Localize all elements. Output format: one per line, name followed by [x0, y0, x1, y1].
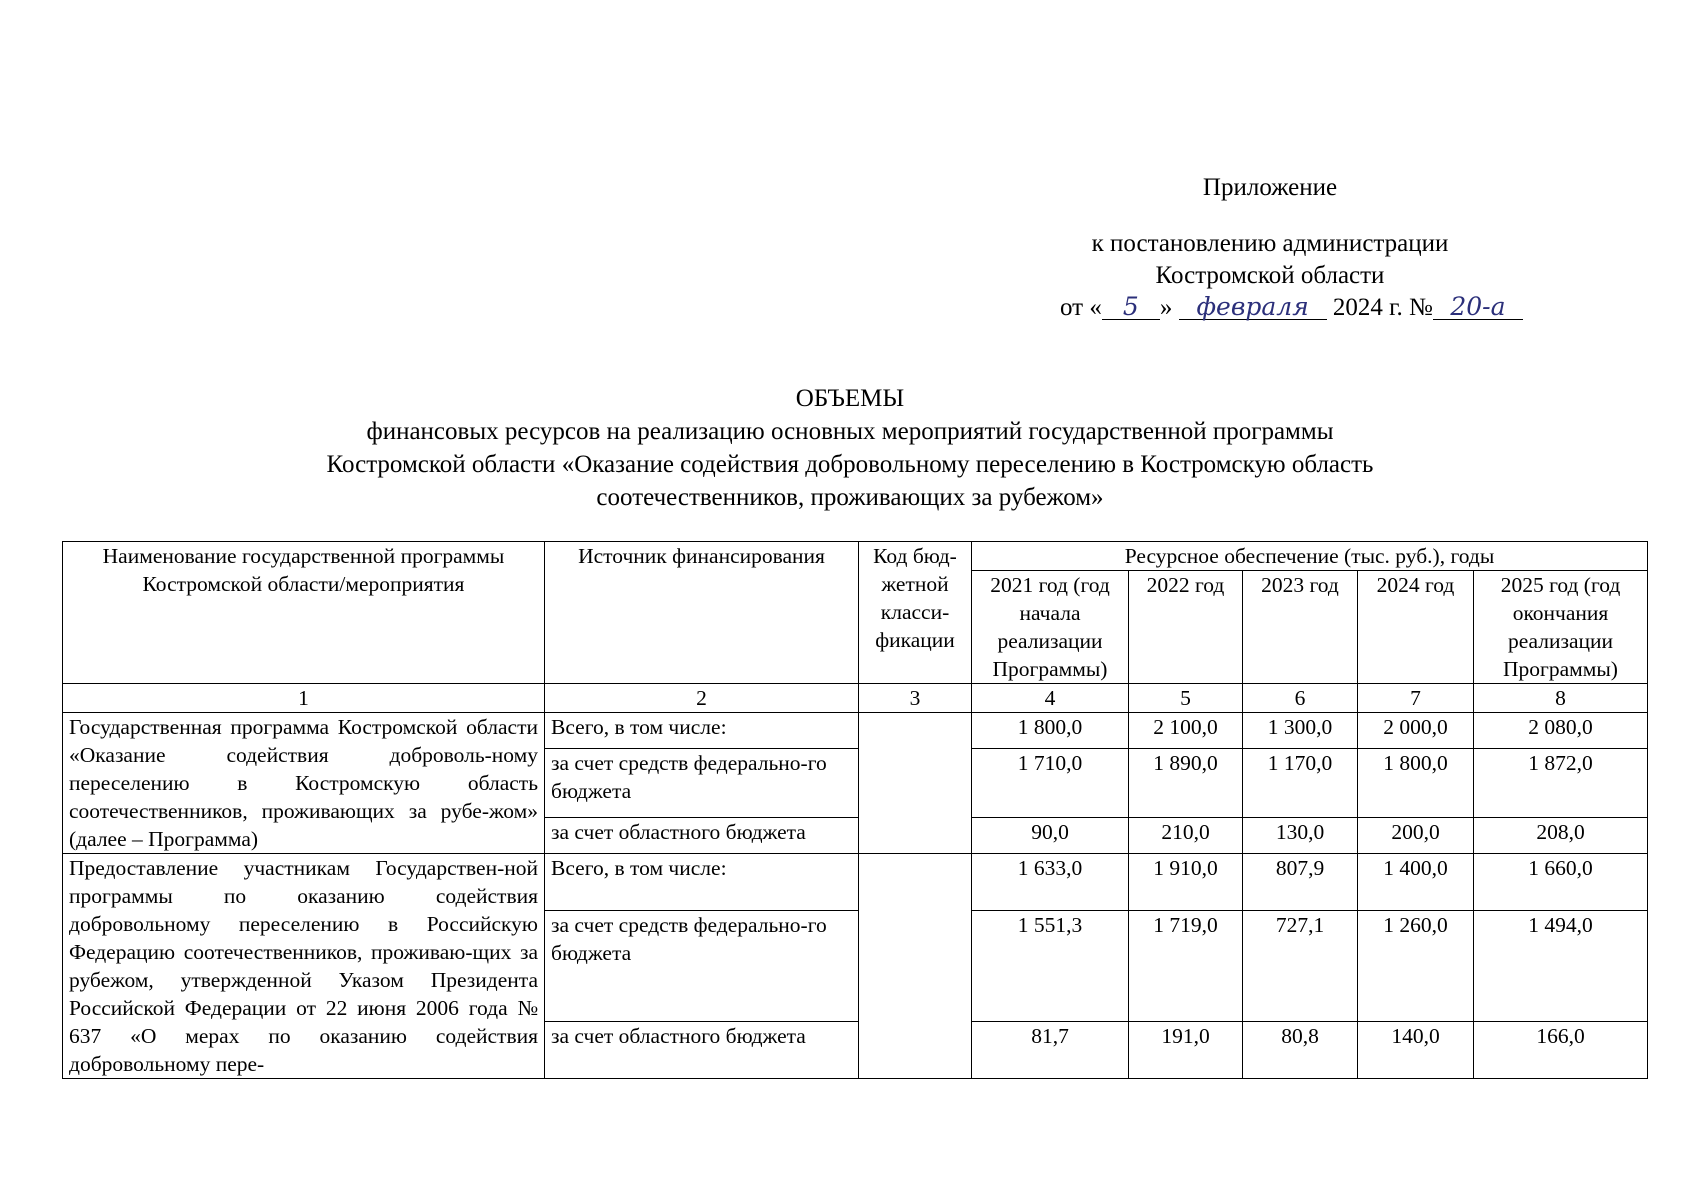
value-cell: 140,0: [1358, 1022, 1474, 1079]
appendix-title: Приложение: [1202, 174, 1338, 201]
year-text: 2024 г. №: [1332, 294, 1433, 321]
col-num-6: 6: [1243, 684, 1358, 713]
appendix-block: [1060, 172, 1506, 324]
value-cell: 727,1: [1243, 910, 1358, 1022]
program-name-cell: Государственная программа Костромской области «Оказание содействия доброволь-ному переселению в Костромскую область соотечественников, проживающих за рубе-жом» (далее – Программа): [63, 713, 545, 854]
value-cell: 1 890,0: [1129, 748, 1243, 818]
col-num-1: 1: [63, 684, 545, 713]
value-cell: 1 551,3: [972, 910, 1129, 1022]
appendix-line-2: Костромской области: [1155, 262, 1385, 289]
value-cell: 200,0: [1358, 818, 1474, 854]
column-number-row: [63, 684, 1648, 713]
header-row-1: [63, 542, 1648, 571]
value-cell: 210,0: [1129, 818, 1243, 854]
date-prefix: от «: [1060, 294, 1102, 321]
value-cell: 1 910,0: [1129, 854, 1243, 911]
budget-code-cell: [859, 854, 972, 1079]
value-cell: 191,0: [1129, 1022, 1243, 1079]
appendix-date-line: [1060, 292, 1506, 324]
value-cell: 1 260,0: [1358, 910, 1474, 1022]
value-cell: 166,0: [1474, 1022, 1648, 1079]
handwritten-month: февраля: [1179, 295, 1327, 320]
table-row: [63, 854, 1648, 911]
measure-name-cell: Предоставление участникам Государствен-ной программы по оказанию содействия добровольному переселению в Российскую Федерацию соотечественников, проживаю-щих за рубежом, утвержденной Указом Президента Российской Федерации от 22 июня 2006 года № 637 «О мерах по оказанию содействия добровольному пере-: [63, 854, 545, 1079]
header-year-2025: 2025 год (год окончания реализации Программы): [1474, 571, 1648, 684]
col-num-3: 3: [859, 684, 972, 713]
value-cell: 1 872,0: [1474, 748, 1648, 818]
value-cell: 1 800,0: [1358, 748, 1474, 818]
header-name: Наименование государственной программы Костромской области/мероприятия: [63, 542, 545, 684]
col-num-8: 8: [1474, 684, 1648, 713]
date-mid: »: [1159, 294, 1173, 321]
col-num-5: 5: [1129, 684, 1243, 713]
value-cell: 81,7: [972, 1022, 1129, 1079]
value-cell: 80,8: [1243, 1022, 1358, 1079]
budget-code-cell: [859, 713, 972, 854]
value-cell: 1 710,0: [972, 748, 1129, 818]
header-year-2021: 2021 год (год начала реализации Программы): [972, 571, 1129, 684]
value-cell: 1 800,0: [972, 713, 1129, 749]
value-cell: 1 300,0: [1243, 713, 1358, 749]
source-cell: за счет средств федерально-го бюджета: [545, 748, 859, 818]
value-cell: 2 000,0: [1358, 713, 1474, 749]
value-cell: 2 080,0: [1474, 713, 1648, 749]
appendix-line-1: к постановлению администрации: [1091, 230, 1449, 257]
handwritten-day: 5: [1102, 295, 1160, 320]
value-cell: 1 633,0: [972, 854, 1129, 911]
value-cell: 130,0: [1243, 818, 1358, 854]
col-num-2: 2: [545, 684, 859, 713]
source-cell: за счет областного бюджета: [545, 818, 859, 854]
title-line-3: соотечественников, проживающих за рубежом»: [596, 484, 1104, 511]
header-code: Код бюд-жетной класси-фикации: [859, 542, 972, 684]
source-cell: за счет средств федерально-го бюджета: [545, 910, 859, 1022]
header-resources: Ресурсное обеспечение (тыс. руб.), годы: [972, 542, 1648, 571]
value-cell: 1 170,0: [1243, 748, 1358, 818]
value-cell: 90,0: [972, 818, 1129, 854]
value-cell: 807,9: [1243, 854, 1358, 911]
title-main: ОБЪЕМЫ: [795, 385, 905, 412]
value-cell: 208,0: [1474, 818, 1648, 854]
source-cell: Всего, в том числе:: [545, 854, 859, 911]
source-cell: за счет областного бюджета: [545, 1022, 859, 1079]
value-cell: 1 719,0: [1129, 910, 1243, 1022]
col-num-7: 7: [1358, 684, 1474, 713]
source-cell: Всего, в том числе:: [545, 713, 859, 749]
value-cell: 2 100,0: [1129, 713, 1243, 749]
col-num-4: 4: [972, 684, 1129, 713]
header-year-2024: 2024 год: [1358, 571, 1474, 684]
title-line-2: Костромской области «Оказание содействия добровольному переселению в Костромскую область: [326, 451, 1374, 478]
title-line-1: финансовых ресурсов на реализацию основных мероприятий государственной программы: [366, 418, 1334, 445]
header-year-2022: 2022 год: [1129, 571, 1243, 684]
finance-table: [62, 541, 1648, 1079]
header-source: Источник финансирования: [545, 542, 859, 684]
table-row: [63, 713, 1648, 749]
header-year-2023: 2023 год: [1243, 571, 1358, 684]
document-title: [140, 382, 1560, 514]
value-cell: 1 660,0: [1474, 854, 1648, 911]
value-cell: 1 400,0: [1358, 854, 1474, 911]
value-cell: 1 494,0: [1474, 910, 1648, 1022]
handwritten-number: 20-а: [1433, 295, 1523, 320]
